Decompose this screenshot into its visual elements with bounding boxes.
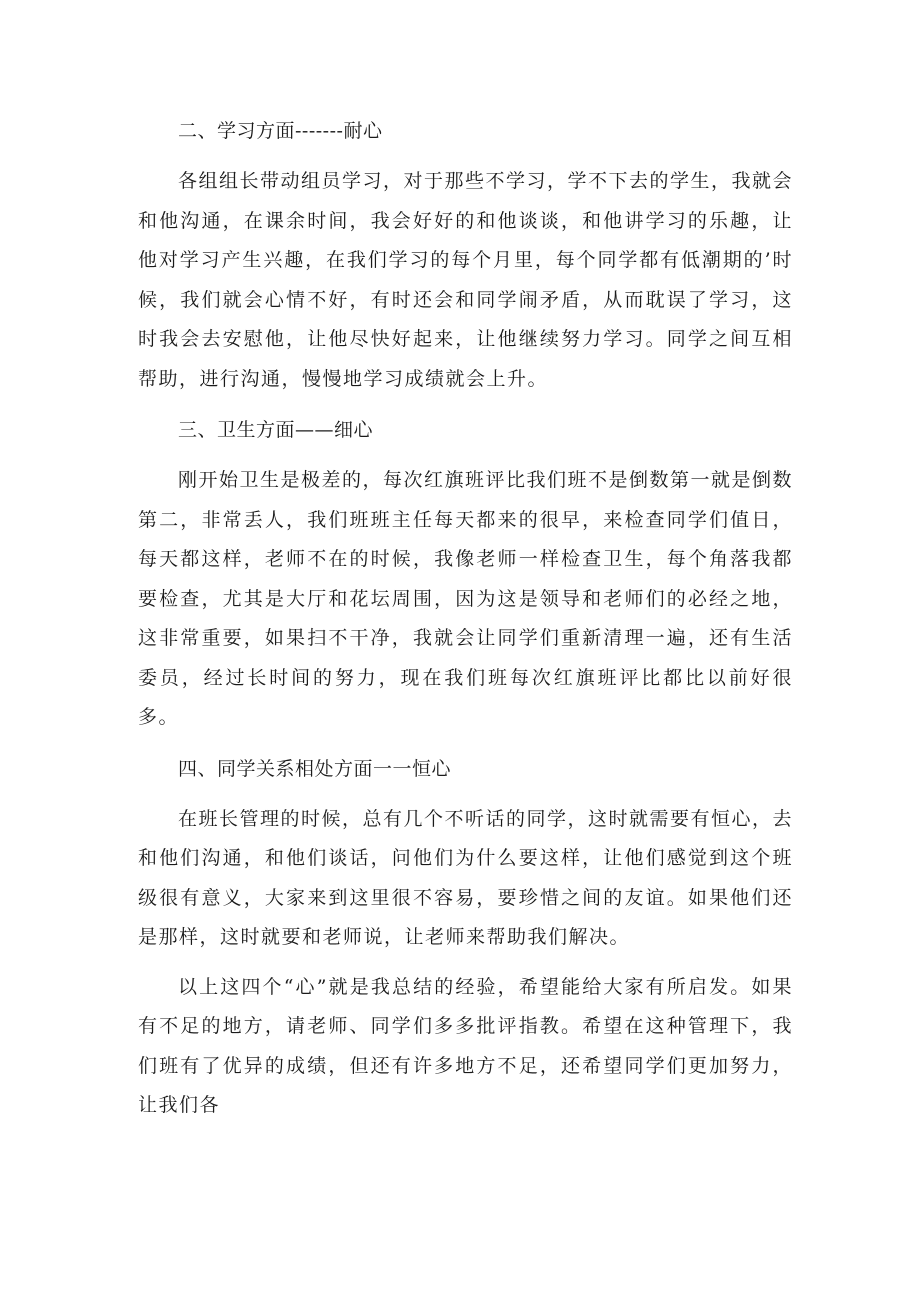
section-heading-hygiene: 三、卫生方面——细心 xyxy=(178,419,374,441)
section-heading-relations: 四、同学关系相处方面一一恒心 xyxy=(178,757,452,780)
section-paragraph-relations: 在班长管理的时候，总有几个不听话的同学，这时就需要有恒心，去和他们沟通，和他们谈话，问他们为什么要这样，让他们感觉到这个班级很有意义，大家来到这里很不容易，要珍惜之间的友谊。如果他们还是那样，这时就要和老师说，让老师来帮助我们解决。 xyxy=(138,807,794,948)
section-heading-study: 二、学习方面-------耐心 xyxy=(178,120,383,142)
section-paragraph-hygiene: 刚开始卫生是极差的，每次红旗班评比我们班不是倒数第一就是倒数第二，非常丢人，我们班班主任每天都来的很早，来检查同学们值日，每天都这样，老师不在的时候，我像老师一样检查卫生，每个角落我都要检查，尤其是大厅和花坛周围，因为这是领导和老师们的必经之地，这非常重要，如果扫不干净，我就会让同学们重新清理一遍，还有生活委员，经过长时间的努力，现在我们班每次红旗班评比都比以前好很多。 xyxy=(138,469,794,728)
section-paragraph-study: 各组组长带动组员学习，对于那些不学习，学不下去的学生，我就会和他沟通，在课余时间，我会好好的和他谈谈，和他讲学习的乐趣，让他对学习产生兴趣，在我们学习的每个月里，每个同学都有低潮期的’时候，我们就会心情不好，有时还会和同学闹矛盾，从而耽误了学习，这时我会去安慰他，让他尽快好起来，让他继续努力学习。同学之间互相帮助，进行沟通，慢慢地学习成绩就会上升。 xyxy=(138,170,794,390)
closing-paragraph: 以上这四个“心”就是我总结的经验，希望能给大家有所启发。如果有不足的地方，请老师、同学们多多批评指教。希望在这种管理下，我们班有了优异的成绩，但还有许多地方不足，还希望同学们更加努力，让我们各 xyxy=(138,975,793,1116)
document-body xyxy=(138,112,793,1126)
